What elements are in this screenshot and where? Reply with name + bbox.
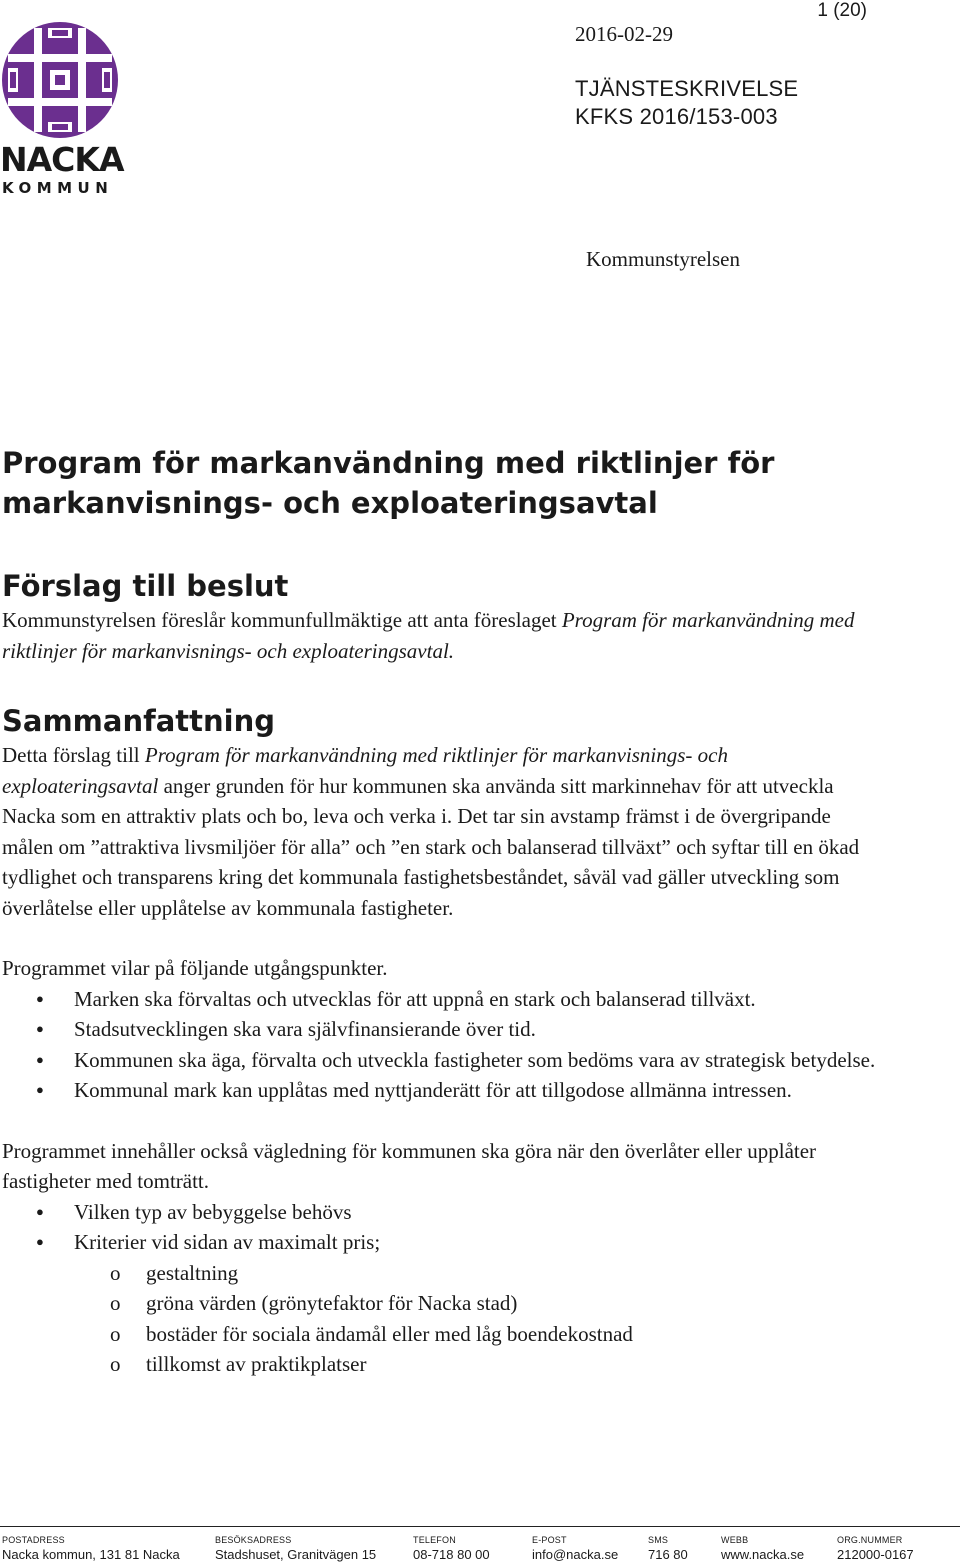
list-item: o tillkomst av praktikplatser <box>74 1349 882 1380</box>
footer-phone: TELEFON 08-718 80 00 <box>413 1535 490 1562</box>
starting-points-list <box>2 984 882 1106</box>
list-item: ● Stadsutvecklingen ska vara självfinansierande över tid. <box>2 1014 882 1045</box>
nacka-emblem-icon <box>0 18 124 142</box>
nacka-kommun-logo <box>0 18 124 197</box>
document-title: Program för markanvändning med riktlinjer för markanvisnings- och exploateringsavtal <box>2 446 775 520</box>
list-item: ● Marken ska förvaltas och utvecklas för att uppnå en stark och balanserad tillväxt. <box>2 984 882 1015</box>
list-item: o gröna värden (grönytefaktor för Nacka stad) <box>74 1288 882 1319</box>
footer-email: E-POST info@nacka.se <box>532 1535 619 1562</box>
footer-org-number: ORG.NUMMER 212000-0167 <box>837 1535 914 1562</box>
proposal-heading: Förslag till beslut <box>2 569 289 603</box>
summary-paragraph-3: Programmet innehåller också vägledning för kommunen ska göra när den överlåter eller upplåter fastigheter med tomträtt. <box>2 1138 817 1193</box>
document-id: KFKS 2016/153-003 <box>575 104 778 129</box>
footer-sms: SMS 716 80 <box>648 1535 688 1562</box>
document-body <box>2 443 882 1380</box>
criteria-sub-list <box>74 1258 882 1380</box>
list-item: o bostäder för sociala ändamål eller med låg boendekostnad <box>74 1319 882 1350</box>
recipient: Kommunstyrelsen <box>586 247 740 271</box>
list-item: o gestaltning <box>74 1258 882 1289</box>
document-date: 2016-02-29 <box>575 22 673 46</box>
summary-paragraph-2: Programmet vilar på följande utgångspunkter. <box>2 956 388 980</box>
list-item: ● Kommunal mark kan upplåtas med nyttjanderätt för att tillgodose allmänna intressen. <box>2 1075 882 1106</box>
page-footer <box>0 1526 960 1567</box>
guidance-list <box>2 1197 882 1258</box>
list-item: ● Vilken typ av bebyggelse behövs <box>2 1197 882 1228</box>
logo-subtitle: KOMMUN <box>2 179 114 197</box>
footer-web: WEBB www.nacka.se <box>721 1535 805 1562</box>
list-item: ● Kriterier vid sidan av maximalt pris; <box>2 1227 882 1258</box>
footer-postal: POSTADRESS Nacka kommun, 131 81 Nacka <box>2 1535 180 1562</box>
page-number: 1 (20) <box>817 0 867 21</box>
summary-heading: Sammanfattning <box>2 704 276 738</box>
footer-visit: BESÖKSADRESS Stadshuset, Granitvägen 15 <box>215 1535 377 1562</box>
list-item: ● Kommunen ska äga, förvalta och utveckla fastigheter som bedöms vara av strategisk betydelse. <box>2 1045 882 1076</box>
proposal-text: Kommunstyrelsen föreslår kommunfullmäktige att anta föreslaget Program för markanvändning med riktlinjer för markanvisnings- och exploateringsavtal. <box>2 608 855 663</box>
logo-name: NACKA <box>0 140 124 179</box>
summary-paragraph-1: Detta förslag till Program för markanvändning med riktlinjer för markanvisnings- och exploateringsavtal anger grunden för hur kommunen ska använda sitt markinnehav för att utveckla Nacka som en attraktiv plats och bo, leva och verka i. Det tar sin avstamp främst i de övergripande målen om ”attraktiva livsmiljöer för alla” och ”en stark och balanserad tillväxt” och syftar till en ökad tydlighet och transparens kring det kommunala fastighetsbeståndet, såväl vad gäller utveckling som överlåtelse eller upplåtelse av kommunala fastigheter. <box>2 743 860 920</box>
document-type: TJÄNSTESKRIVELSE <box>575 76 799 101</box>
